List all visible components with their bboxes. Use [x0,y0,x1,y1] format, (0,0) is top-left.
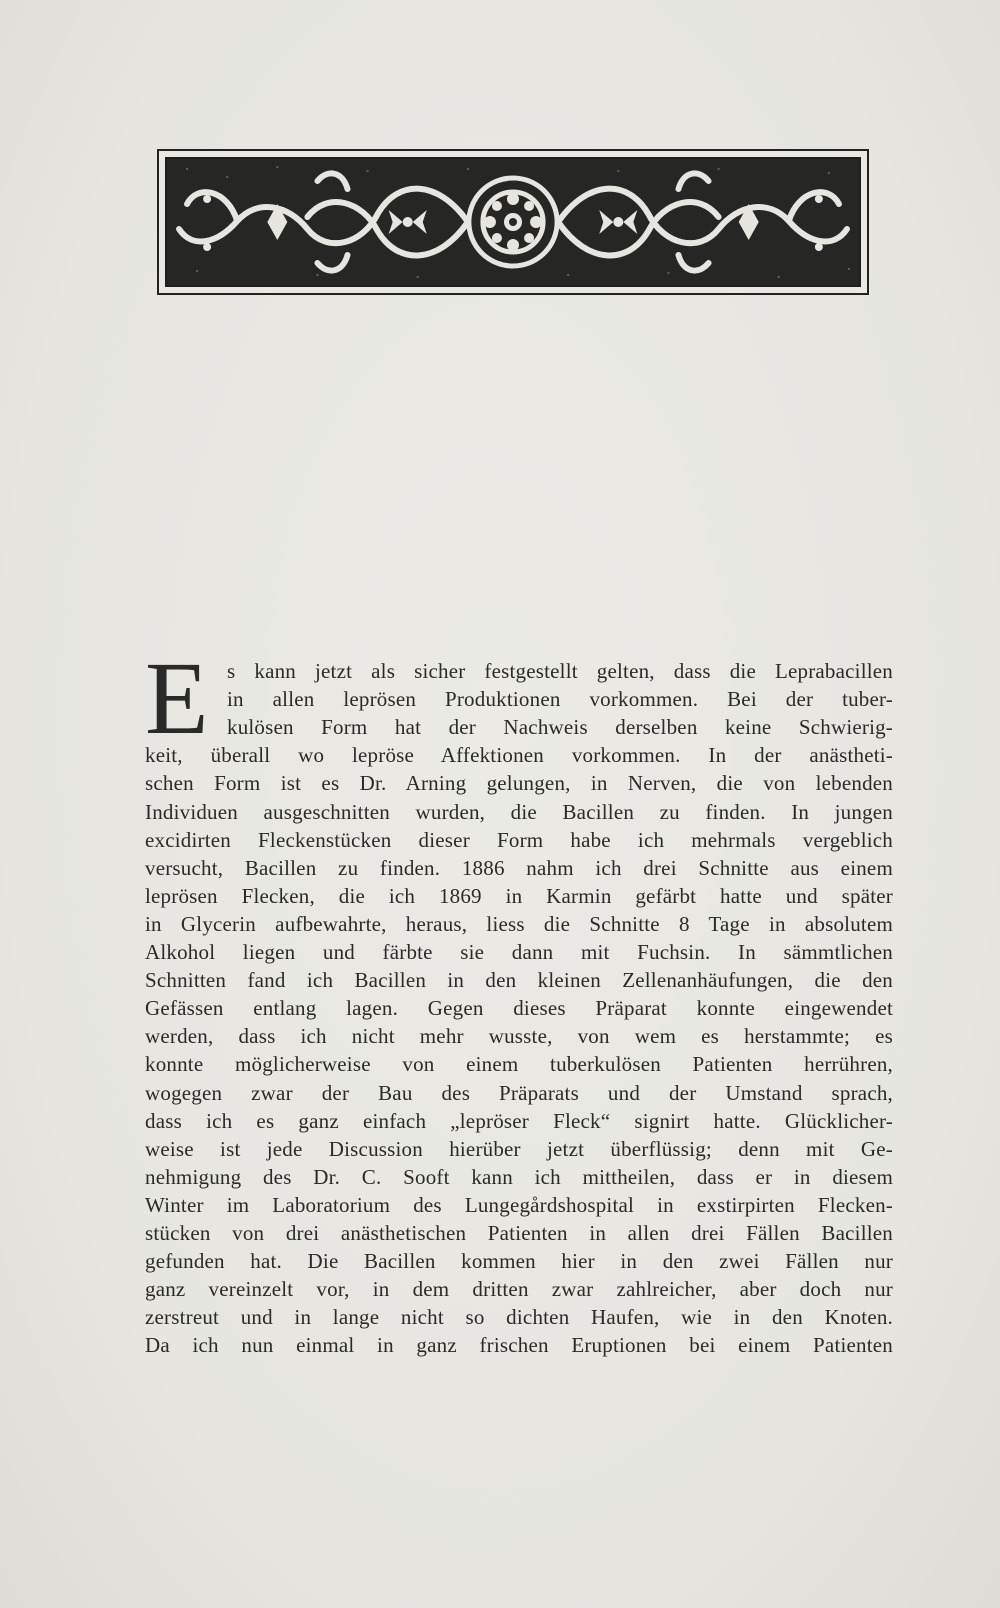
text-line: wogegen zwar der Bau des Präparats und der Umstand sprach, [145,1080,893,1105]
text-line: schen Form ist es Dr. Arning gelungen, in Nerven, die von lebenden [145,771,893,796]
text-line: leprösen Flecken, die ich 1869 in Karmin gefärbt hatte und später [145,883,893,908]
text-line: Schnitten fand ich Bacillen in den kleinen Zellenanhäufungen, die den [145,968,893,993]
text-line: konnte möglicherweise von einem tuberkulösen Patienten herrühren, [145,1052,893,1077]
text-line: Winter im Laboratorium des Lungegårdshospital in exstirpirten Flecken- [145,1192,893,1217]
text-line: kulösen Form hat der Nachweis derselben keine Schwierig- [227,715,893,740]
text-line: nehmigung des Dr. C. Sooft kann ich mittheilen, dass er in diesem [145,1164,893,1189]
text-line: dass ich es ganz einfach „lepröser Fleck“ signirt hatte. Glücklicher- [145,1108,893,1133]
ornamental-header-band [157,149,869,295]
text-line: in Glycerin aufbewahrte, heraus, liess die Schnitte 8 Tage in absolutem [145,911,893,936]
text-line: Da ich nun einmal in ganz frischen Eruptionen bei einem Patienten [145,1333,893,1358]
text-line: Gefässen entlang lagen. Gegen dieses Präparat konnte eingewendet [145,996,893,1021]
text-line: in allen leprösen Produktionen vorkommen. Bei der tuber- [227,687,893,712]
text-line: weise ist jede Discussion hierüber jetzt überflüssig; denn mit Ge- [145,1136,893,1161]
text-line: keit, überall wo lepröse Affektionen vorkommen. In der anästheti- [145,743,893,768]
text-line: stücken von drei anästhetischen Patienten in allen drei Fällen Bacillen [145,1221,893,1245]
text-line: gefunden hat. Die Bacillen kommen hier in den zwei Fällen nur [145,1249,893,1274]
text-line: ganz vereinzelt vor, in dem dritten zwar zahlreicher, aber doch nur [145,1277,893,1302]
ornament-pattern [165,157,861,287]
text-line: werden, dass ich nicht mehr wusste, von wem es herstammte; es [145,1024,893,1049]
text-line: Individuen ausgeschnitten wurden, die Bacillen zu finden. In jungen [145,799,893,824]
drop-cap [145,641,213,756]
drop-cap-letter: E [145,641,209,756]
text-line: excidirten Fleckenstücken dieser Form habe ich mehrmals vergeblich [145,827,893,852]
text-line: Alkohol liegen und färbte sie dann mit Fuchsin. In sämmtlichen [145,940,893,964]
scroll-ornament-graphic [167,159,859,285]
text-line: zerstreut und in lange nicht so dichten Haufen, wie in den Knoten. [145,1305,893,1330]
text-line: versucht, Bacillen zu finden. 1886 nahm ich drei Schnitte aus einem [145,855,893,880]
text-line: s kann jetzt als sicher festgestellt gelten, dass die Leprabacillen [227,659,893,683]
